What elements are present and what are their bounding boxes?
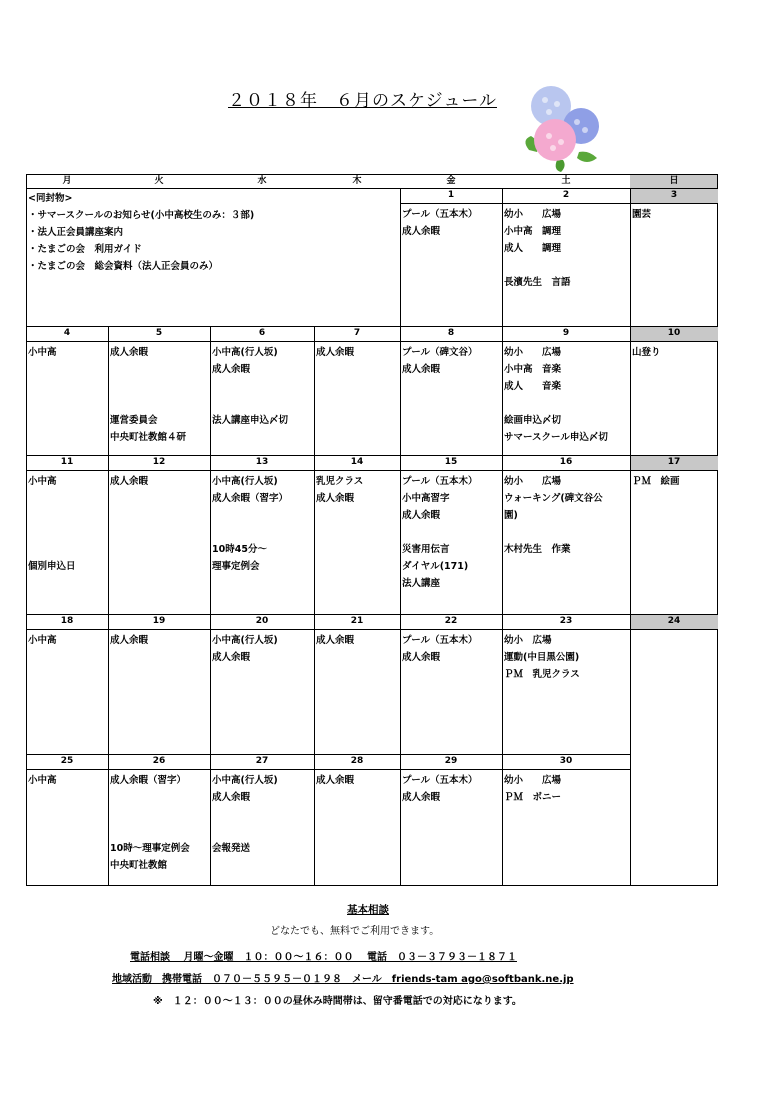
date-number: 10 [630, 326, 718, 341]
footer-heading: 基本相談 [347, 904, 389, 916]
date-number: 13 [255, 457, 269, 467]
date-number: 27 [255, 756, 269, 766]
event-text: プール（五本木） [402, 775, 478, 786]
weekday-header: 日 [630, 174, 718, 188]
day-cell [108, 470, 210, 614]
date-number: 21 [350, 616, 364, 626]
day-cell [210, 470, 314, 614]
enclosure-item: <同封物> [28, 193, 73, 204]
event-text: ＰＭ 乳児クラス [504, 669, 580, 680]
event-text: 成人余暇（習字） [110, 775, 187, 786]
date-number: 26 [152, 756, 166, 766]
date-number: 9 [562, 328, 570, 338]
weekday-header: 金 [446, 176, 456, 186]
enclosure-item: ・たまごの会 利用ガイド [28, 244, 142, 255]
row-divider [26, 614, 718, 615]
event-text: 成人 音楽 [504, 381, 562, 392]
row-divider [26, 885, 718, 886]
event-text: 成人余暇 [212, 652, 251, 663]
event-text: 成人余暇 [316, 635, 355, 646]
day-cell [502, 203, 630, 326]
day-cell [26, 470, 108, 614]
event-text: 幼小 広場 [504, 347, 562, 358]
event-text: 小中高 [28, 476, 57, 487]
event-text: 法人講座 [402, 578, 441, 589]
date-number: 22 [444, 616, 458, 626]
day-cell [314, 769, 400, 886]
event-text: プール（五本木） [402, 476, 478, 487]
event-text: 成人余暇 [316, 347, 355, 358]
event-text: 成人余暇 [212, 792, 251, 803]
event-text: ウォーキング(碑文谷公 [504, 493, 603, 504]
day-cell [502, 769, 630, 886]
date-number: 24 [630, 614, 718, 629]
event-text: 会報発送 [212, 843, 251, 854]
day-cell [108, 629, 210, 754]
day-cell [400, 341, 502, 455]
event-text: 成人余暇 [212, 364, 251, 375]
event-text: 小中高(行人坂) [212, 347, 278, 358]
date-number: 14 [350, 457, 364, 467]
event-text: 小中高 [28, 775, 57, 786]
event-text: 成人余暇 [402, 510, 441, 521]
event-text: 小中高(行人坂) [212, 635, 278, 646]
row-divider [26, 455, 718, 456]
event-text: 中央町社教館 [110, 860, 168, 871]
row-divider [26, 326, 718, 327]
event-text: サマースクール申込〆切 [504, 432, 608, 443]
column-divider [630, 754, 631, 886]
enclosures-note [26, 188, 400, 326]
event-text: 成人 調理 [504, 243, 562, 254]
date-number: 23 [559, 616, 573, 626]
date-number: 8 [447, 328, 455, 338]
event-text: 幼小 広場 [504, 476, 562, 487]
day-cell [26, 769, 108, 886]
column-divider [630, 614, 631, 754]
event-text: 小中高(行人坂) [212, 476, 278, 487]
event-text: 法人講座申込〆切 [212, 415, 289, 426]
event-text: 幼小 広場 [504, 635, 552, 646]
date-number: 30 [559, 756, 573, 766]
enclosure-item: ・たまごの会 総会資料（法人正会員のみ） [28, 261, 219, 272]
weekday-header: 火 [154, 176, 164, 186]
date-number: 2 [562, 190, 570, 200]
date-number: 5 [155, 328, 163, 338]
footer-phone-line: 電話相談 月曜～金曜 １０：００～１６：００ 電話 ０３－３７９３－１８７１ [130, 952, 517, 963]
date-number: 19 [152, 616, 166, 626]
day-cell [210, 629, 314, 754]
day-cell [108, 341, 210, 455]
enclosure-item: ・サマースクールのお知らせ(小中高校生のみ：３部) [28, 210, 255, 221]
event-text: 木村先生 作業 [504, 544, 571, 555]
event-text: 中央町社教館４研 [110, 432, 187, 443]
event-text: 成人余暇 [402, 792, 441, 803]
day-cell [26, 341, 108, 455]
date-number: 4 [63, 328, 71, 338]
date-number: 7 [353, 328, 361, 338]
day-cell [502, 629, 630, 754]
event-text: ＰＭ ボニー [504, 792, 562, 803]
event-text: プール（五本木） [402, 209, 478, 220]
event-text: 理事定例会 [212, 561, 260, 572]
event-text: 成人余暇（習字） [212, 493, 289, 504]
date-number: 1 [447, 190, 455, 200]
weekday-header: 木 [352, 176, 362, 186]
event-text: 災害用伝言 [402, 544, 450, 555]
enclosure-item: ・法人正会員講座案内 [28, 227, 124, 238]
calendar-grid [26, 174, 718, 886]
event-text: プール（碑文谷） [402, 347, 478, 358]
date-number: 12 [152, 457, 166, 467]
event-text: 幼小 広場 [504, 775, 562, 786]
event-text: 小中高 [28, 347, 57, 358]
day-cell [314, 341, 400, 455]
page-title: ２０１８年 ６月のスケジュール [228, 91, 497, 111]
day-cell [630, 341, 718, 455]
date-number: 28 [350, 756, 364, 766]
event-text: ダイヤル(171) [402, 561, 469, 572]
event-text: 小中高習字 [402, 493, 450, 504]
weekday-header: 土 [561, 176, 571, 186]
row-divider [400, 188, 718, 189]
event-text: 幼小 広場 [504, 209, 562, 220]
date-number: 16 [559, 457, 573, 467]
event-text: 長濱先生 言語 [504, 277, 571, 288]
day-cell [108, 769, 210, 886]
day-cell [630, 470, 718, 614]
event-text: 成人余暇 [402, 226, 441, 237]
row-divider [26, 754, 630, 755]
event-text: 個別申込日 [28, 561, 76, 572]
event-text: 成人余暇 [110, 347, 149, 358]
day-cell [502, 470, 630, 614]
day-cell [314, 629, 400, 754]
date-number: 25 [60, 756, 74, 766]
event-text: 運営委員会 [110, 415, 158, 426]
day-cell [630, 203, 718, 326]
event-text: 園芸 [632, 209, 652, 220]
event-text: ＰＭ 絵画 [632, 476, 680, 487]
footer-anyone-text: どなたでも、無料でご利用できます。 [270, 926, 440, 937]
event-text: 成人余暇 [316, 493, 355, 504]
event-text: 園) [504, 510, 518, 521]
date-number: 6 [258, 328, 266, 338]
event-text: 絵画申込〆切 [504, 415, 562, 426]
weekday-header: 月 [62, 176, 72, 186]
event-text: 運動(中目黒公園) [504, 652, 580, 663]
event-text: 小中高(行人坂) [212, 775, 278, 786]
date-number: 11 [60, 457, 74, 467]
event-text: 10時～理事定例会 [110, 843, 190, 854]
day-cell [400, 470, 502, 614]
event-text: 乳児クラス [316, 476, 364, 487]
event-text: 成人余暇 [402, 364, 441, 375]
date-number: 29 [444, 756, 458, 766]
date-number: 15 [444, 457, 458, 467]
day-cell [314, 470, 400, 614]
day-cell [210, 341, 314, 455]
date-number: 3 [630, 188, 718, 203]
event-text: 成人余暇 [110, 476, 149, 487]
hydrangea-illustration [517, 80, 609, 172]
footer-note-line: ※ １２：００～１３：００の昼休み時間帯は、留守番電話での対応になります。 [153, 996, 522, 1007]
day-cell [400, 629, 502, 754]
event-text: 成人余暇 [316, 775, 355, 786]
event-text: 10時45分～ [212, 544, 267, 555]
event-text: 小中高 [28, 635, 57, 646]
day-cell [400, 203, 502, 326]
weekday-header: 水 [257, 176, 267, 186]
date-number: 18 [60, 616, 74, 626]
event-text: 成人余暇 [110, 635, 149, 646]
date-number: 20 [255, 616, 269, 626]
day-cell [26, 629, 108, 754]
event-text: 成人余暇 [402, 652, 441, 663]
day-cell [502, 341, 630, 455]
day-cell [210, 769, 314, 886]
event-text: 山登り [632, 347, 661, 358]
footer-outreach-line: 地域活動 携帯電話 ０７０－５５９５－０１９８ メール friends-tam ago@softbank.ne.jp [112, 974, 574, 985]
date-number: 17 [630, 455, 718, 470]
day-cell [400, 769, 502, 886]
event-text: 小中高 音楽 [504, 364, 562, 375]
event-text: プール（五本木） [402, 635, 478, 646]
event-text: 小中高 調理 [504, 226, 562, 237]
